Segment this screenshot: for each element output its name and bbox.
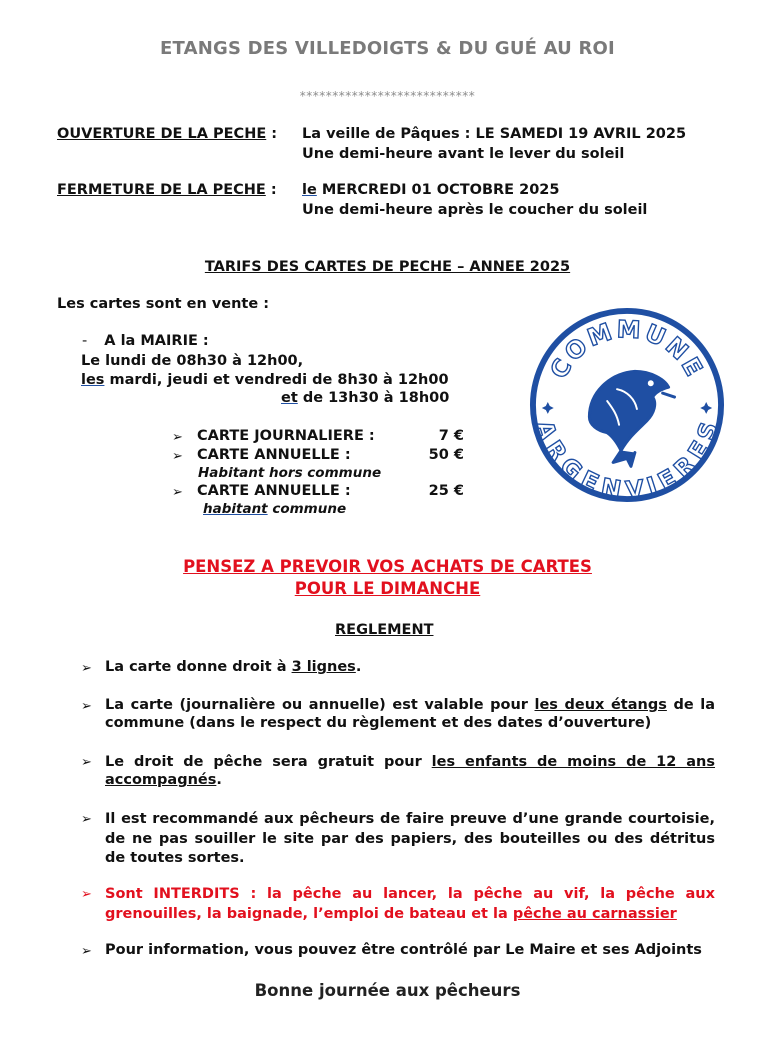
closing-line: Bonne journée aux pêcheurs xyxy=(254,981,521,1000)
price-note-3 xyxy=(203,501,346,517)
mairie-hours-2-rest: mardi, jeudi et vendredi de 8h30 à 12h00 xyxy=(104,372,449,388)
alert-line-2 xyxy=(0,579,775,598)
fish-icon xyxy=(589,371,674,466)
price-bullet-1: ➢ xyxy=(172,430,183,445)
rule-5-u: pêche au carnassier xyxy=(512,905,677,922)
price-label-2: CARTE ANNUELLE : xyxy=(197,447,351,463)
ouverture-date: La veille de Pâques : LE SAMEDI 19 AVRIL 2025 xyxy=(302,126,687,142)
price-note-2: Habitant hors commune xyxy=(198,465,382,481)
price-note-3-rest: commune xyxy=(267,501,347,517)
rule-2-u: les deux étangs xyxy=(534,697,667,713)
mairie-hours-2 xyxy=(81,372,449,388)
fermeture-time: Une demi-heure après le coucher du soleil xyxy=(302,202,648,218)
rule-3-a: Le droit de pêche sera gratuit pour xyxy=(105,754,432,770)
fermeture-label-line xyxy=(57,182,277,198)
reglement-title-text: REGLEMENT xyxy=(335,622,434,638)
fermeture-label: FERMETURE DE LA PECHE xyxy=(57,182,266,198)
cartes-vente: Les cartes sont en vente : xyxy=(57,296,270,312)
rule-5-bullet: ➢ xyxy=(81,887,92,902)
mairie-hours-3-rest: de 13h30 à 18h00 xyxy=(297,390,450,406)
price-label-1: CARTE JOURNALIERE : xyxy=(197,428,375,444)
mairie-line xyxy=(82,333,209,349)
rule-3-u2: accompagnés xyxy=(105,772,217,788)
rule-2-line-2: commune (dans le respect du règlement et des dates d’ouverture) xyxy=(105,715,652,731)
rule-3-u1: les enfants de moins de 12 ans xyxy=(431,754,716,770)
price-note-3-prefix: habitant xyxy=(203,501,268,517)
rule-2-bullet: ➢ xyxy=(81,699,92,714)
mairie-hours-1: Le lundi de 08h30 à 12h00, xyxy=(81,353,304,369)
rule-4-bullet: ➢ xyxy=(81,812,92,827)
rule-4: Il est recommandé aux pêcheurs de faire preuve d’une grande courtoisie, de ne pas souiller le site par des papiers, des bouteilles ou des détritus de toutes sortes. xyxy=(105,811,715,866)
rule-1 xyxy=(105,659,361,675)
fermeture-sep: : xyxy=(265,182,277,198)
mairie-dash: - xyxy=(82,333,88,349)
rule-1-b: . xyxy=(355,659,362,675)
rule-5 xyxy=(105,885,715,924)
rule-1-bullet: ➢ xyxy=(81,661,92,676)
logo-bottom-text: ARGENVIERES xyxy=(529,417,725,504)
rule-3-line-1 xyxy=(105,753,715,773)
ouverture-sep: : xyxy=(266,126,278,142)
rule-2-line-1 xyxy=(105,696,715,716)
rule-2-a: La carte (journalière ou annuelle) est valable pour xyxy=(105,697,535,713)
price-label-3: CARTE ANNUELLE : xyxy=(197,483,351,499)
price-value-1: 7 € xyxy=(438,428,464,444)
rule-2-b: de la xyxy=(666,697,715,713)
logo-top-text: COMMUNE xyxy=(544,315,710,384)
ouverture-time: Une demi-heure avant le lever du soleil xyxy=(302,146,625,162)
reglement-title xyxy=(335,622,433,638)
logo-star-right-icon xyxy=(700,402,712,414)
ouverture-label: OUVERTURE DE LA PECHE xyxy=(57,126,267,142)
rule-5-a: Sont INTERDITS : la pêche au lancer, la pêche au vif, la pêche aux grenouilles, la baignade, l’emploi de bateau et la xyxy=(105,886,715,922)
separator-stars: *************************** xyxy=(299,89,476,103)
fermeture-date-prefix: le xyxy=(302,182,317,198)
rule-1-u: 3 lignes xyxy=(291,659,356,675)
tarifs-title-text: TARIFS DES CARTES DE PECHE – ANNEE 2025 xyxy=(204,259,571,275)
ouverture-label-line xyxy=(57,126,277,142)
logo-star-left-icon xyxy=(542,402,554,414)
rule-3-line-2 xyxy=(105,772,222,788)
rule-6: Pour information, vous pouvez être contrôlé par Le Maire et ses Adjoints xyxy=(105,942,702,958)
mairie-hours-3 xyxy=(281,390,449,406)
rule-3-bullet: ➢ xyxy=(81,755,92,770)
commune-logo xyxy=(528,306,726,504)
mairie-hours-2-prefix: les xyxy=(81,372,105,388)
price-bullet-2: ➢ xyxy=(172,449,183,464)
price-value-2: 50 € xyxy=(428,447,464,463)
rule-6-bullet: ➢ xyxy=(81,944,92,959)
price-value-3: 25 € xyxy=(428,483,464,499)
alert-line-1-text: PENSEZ A PREVOIR VOS ACHATS DE CARTES xyxy=(183,557,592,576)
alert-line-2-text: POUR LE DIMANCHE xyxy=(294,579,481,598)
alert-line-1 xyxy=(0,557,775,576)
mairie-label: A la MAIRIE : xyxy=(104,333,209,349)
tarifs-title xyxy=(0,259,775,275)
rule-3-b: . xyxy=(216,772,222,788)
page-title: ETANGS DES VILLEDOIGTS & DU GUÉ AU ROI xyxy=(160,38,615,59)
fermeture-date-rest: MERCREDI 01 OCTOBRE 2025 xyxy=(316,182,560,198)
rule-1-a: La carte donne droit à xyxy=(105,659,292,675)
fermeture-date xyxy=(302,182,560,198)
price-bullet-3: ➢ xyxy=(172,485,183,500)
mairie-hours-3-prefix: et xyxy=(281,390,298,406)
